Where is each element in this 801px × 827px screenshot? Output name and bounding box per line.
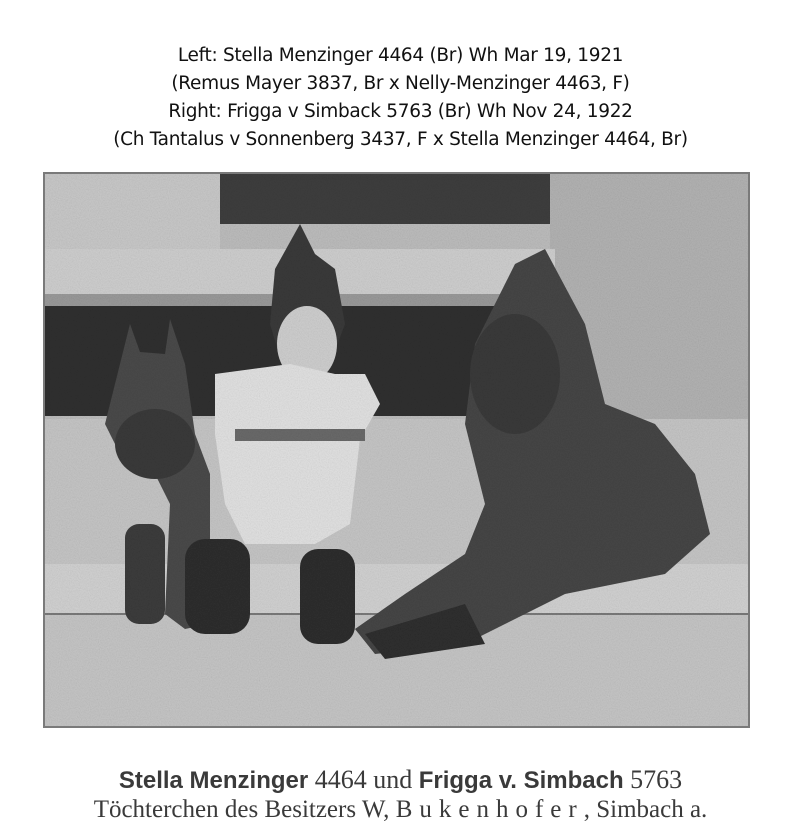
conjunction: und (373, 765, 413, 794)
photo-illustration (45, 174, 748, 726)
bottom-caption (0, 765, 801, 824)
caption-suffix: , Simbach a. (583, 796, 708, 823)
reg-number-1: 4464 (314, 765, 367, 794)
dog-name-2: Frigga v. Simbach (418, 767, 624, 794)
historic-photo (43, 172, 750, 728)
bottom-caption-line-2 (0, 795, 801, 824)
caption-line-right-parents: (Ch Tantalus v Sonnenberg 3437, F x Stella Menzinger 4464, Br) (113, 129, 688, 150)
caption-line-left: Left: Stella Menzinger 4464 (Br) Wh Mar 19, 1921 (177, 45, 624, 66)
top-caption (0, 42, 801, 154)
caption-prefix: Töchterchen des Besitzers W, (93, 796, 390, 823)
reg-number-2: 5763 (630, 765, 683, 794)
caption-line-right: Right: Frigga v Simback 5763 (Br) Wh Nov 24, 1922 (168, 101, 633, 122)
owner-name: Bukenhofer (395, 796, 584, 823)
dog-name-1: Stella Menzinger (118, 767, 309, 794)
bottom-caption-line-1 (0, 765, 801, 795)
caption-line-left-parents: (Remus Mayer 3837, Br x Nelly-Menzinger 4463, F) (171, 73, 630, 94)
